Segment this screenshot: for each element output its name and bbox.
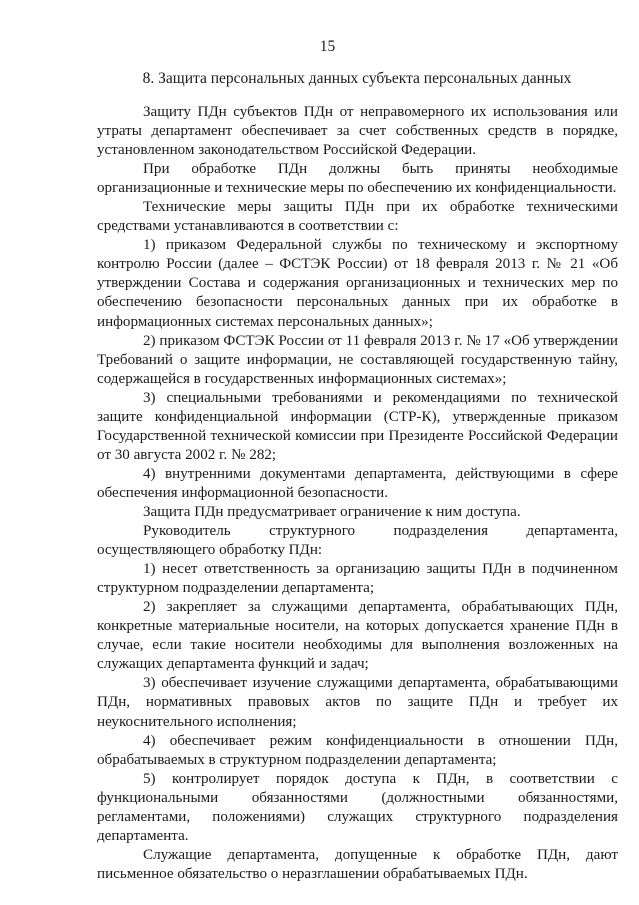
paragraph: Служащие департамента, допущенные к обработке ПДн, дают письменное обязательство о неразглашении обрабатываемых ПДн.: [97, 846, 618, 882]
list-item: 4) внутренними документами департамента, действующими в сфере обеспечения информационной безопасности.: [97, 465, 618, 501]
list-item: 1) несет ответственность за организацию защиты ПДн в подчиненном структурном подразделении департамента;: [97, 561, 618, 597]
paragraph: Защита ПДн предусматривает ограничение к ним доступа.: [143, 503, 521, 520]
list-item: 5) контролирует порядок доступа к ПДн, в соответствии с функциональными обязанностями (должностными обязанностями, регламентами, положениями) служащих структурного подразделения департамента.: [97, 770, 618, 844]
paragraph: Руководитель структурного подразделения департамента, осуществляющего обработку ПДн:: [97, 523, 618, 559]
list-item: 4) обеспечивает режим конфиденциальности в отношении ПДн, обрабатываемых в структурном подразделении департамента;: [97, 732, 618, 768]
section-title: 8. Защита персональных данных субъекта персональных данных: [142, 70, 572, 87]
list-item: 2) закрепляет за служащими департамента, обрабатывающих ПДн, конкретные материальные носители, на которых допускается хранение ПДн в случае, если такие носители необходимы для выполнения возложенных на служащих департамента функций и задач;: [97, 599, 618, 673]
list-item: 3) специальными требованиями и рекомендациями по технической защите конфиденциальной информации (СТР-К), утвержденные приказом Государственной технической комиссии при Президенте Российской Федерации от 30 августа 2002 г. № 282;: [97, 389, 618, 463]
page-number: 15: [319, 38, 336, 55]
paragraph: Защиту ПДн субъектов ПДн от неправомерного их использования или утраты департамент обеспечивает за счет собственных средств в порядке, установленном законодательством Российской Федерации.: [97, 104, 618, 159]
list-item: 3) обеспечивает изучение служащими департамента, обрабатывающими ПДн, нормативных правовых актов по защите ПДн и требует их неукоснительного исполнения;: [97, 675, 618, 730]
paragraph: Технические меры защиты ПДн при их обработке техническими средствами устанавливаются в соответствии с:: [97, 199, 618, 235]
list-item: 2) приказом ФСТЭК России от 11 февраля 2013 г. № 17 «Об утверждении Требований о защите информации, не составляющей государственную тайну, содержащейся в государственных информационных системах»;: [97, 332, 618, 387]
body-text: [97, 103, 618, 884]
paragraph: При обработке ПДн должны быть приняты необходимые организационные и технические меры по обеспечению их конфиденциальности.: [97, 161, 618, 197]
list-item: 1) приказом Федеральной службы по техническому и экспортному контролю России (далее – ФСТЭК России) от 18 февраля 2013 г. № 21 «Об утверждении Состава и содержания организационных и технических мер по обеспечению безопасности персональных данных при их обработке в информационных системах персональных данных»;: [97, 237, 618, 330]
